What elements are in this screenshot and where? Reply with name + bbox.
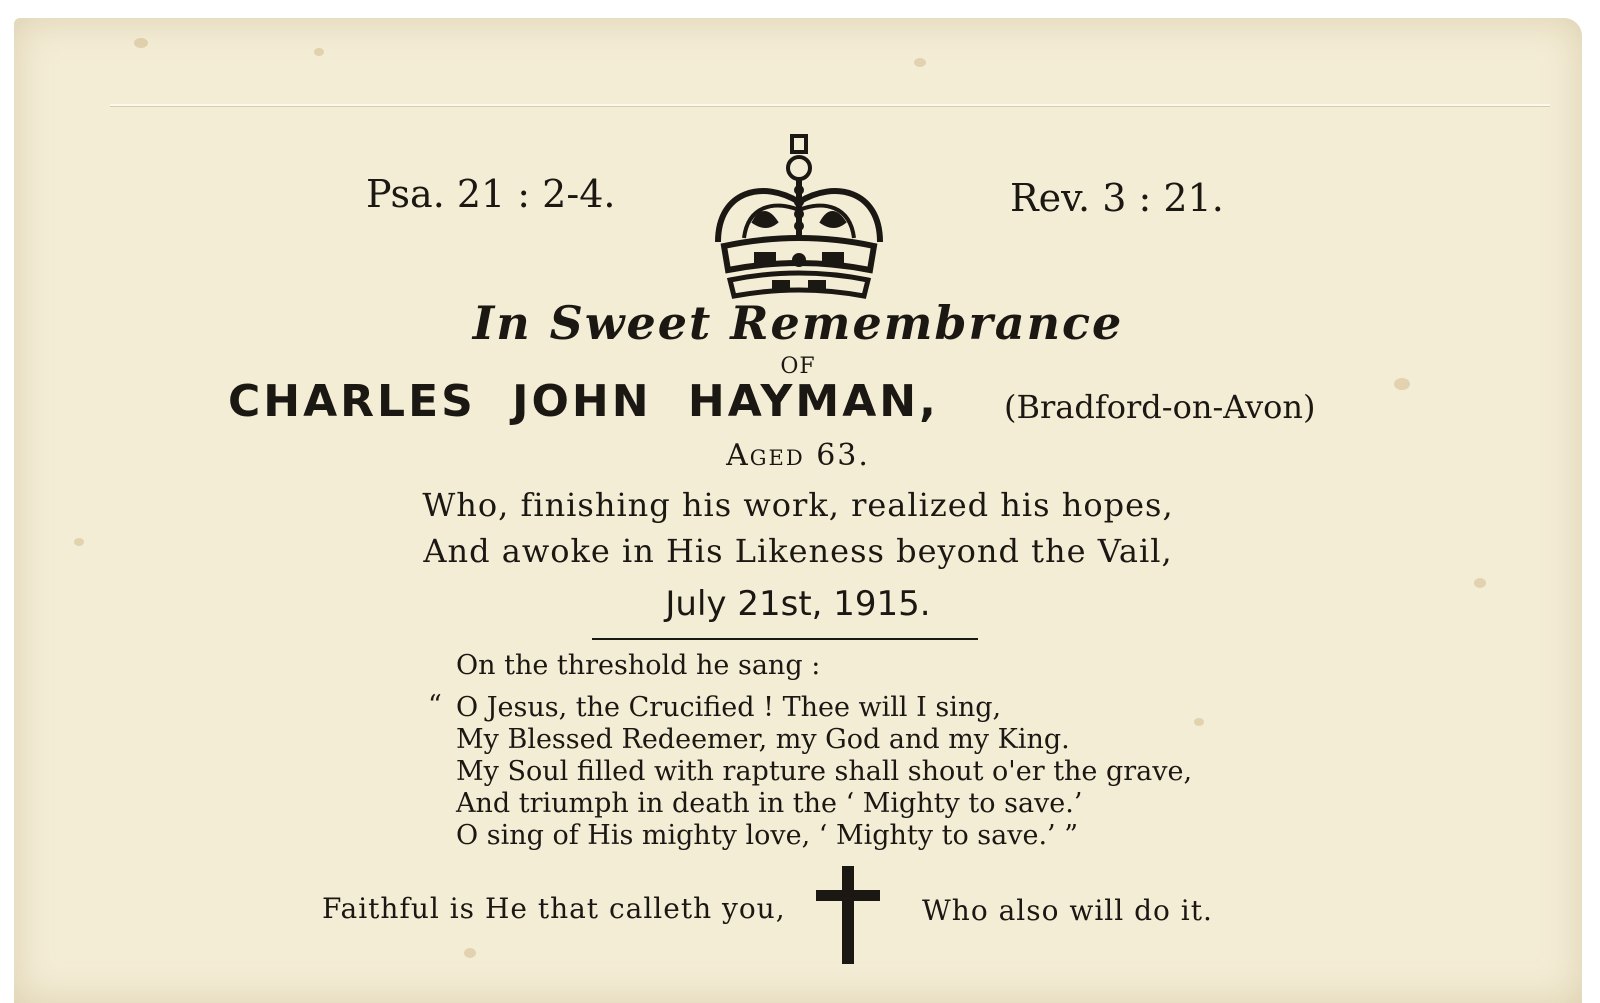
deceased-name: CHARLES JOHN HAYMAN, — [228, 376, 939, 427]
divider-rule — [592, 638, 978, 640]
verse-line-5: O sing of His mighty love, ‘ Mighty to save.’ ” — [456, 820, 1079, 851]
reference-left: Psa. 21 : 2-4. — [366, 172, 616, 216]
verse-line-1: O Jesus, the Crucified ! Thee will I sing, — [456, 692, 1002, 723]
footer-right-text: Who also will do it. — [922, 894, 1213, 927]
verse-open-quote: “ — [428, 690, 442, 721]
paper-stain — [1194, 718, 1204, 726]
verse-line-4: And triumph in death in the ‘ Mighty to save.’ — [456, 788, 1083, 819]
memorial-card — [14, 18, 1582, 1003]
paper-stain — [1394, 378, 1410, 390]
paper-stain — [314, 48, 324, 56]
verse-line-2: My Blessed Redeemer, my God and my King. — [456, 724, 1070, 755]
heading-of: OF — [780, 354, 816, 379]
date-of-death: July 21st, 1915. — [665, 584, 931, 624]
verse-intro: On the threshold he sang : — [456, 650, 821, 681]
tribute-line-1: Who, finishing his work, realized his hopes, — [422, 486, 1174, 524]
paper-stain — [134, 38, 148, 48]
heading-in-sweet-remembrance: In Sweet Remembrance — [472, 296, 1124, 350]
deceased-age: Aged 63. — [726, 438, 870, 473]
embossed-border-line — [110, 104, 1550, 106]
tribute-line-2: And awoke in His Likeness beyond the Vail, — [423, 532, 1173, 570]
reference-right: Rev. 3 : 21. — [1010, 176, 1224, 220]
cross-icon — [816, 866, 880, 964]
paper-stain — [914, 58, 926, 67]
deceased-place: (Bradford-on-Avon) — [1004, 388, 1316, 426]
verse-line-3: My Soul filled with rapture shall shout o'er the grave, — [456, 756, 1193, 787]
crown-icon — [704, 130, 894, 308]
footer-left-text: Faithful is He that calleth you, — [322, 892, 786, 925]
paper-stain — [464, 948, 476, 958]
